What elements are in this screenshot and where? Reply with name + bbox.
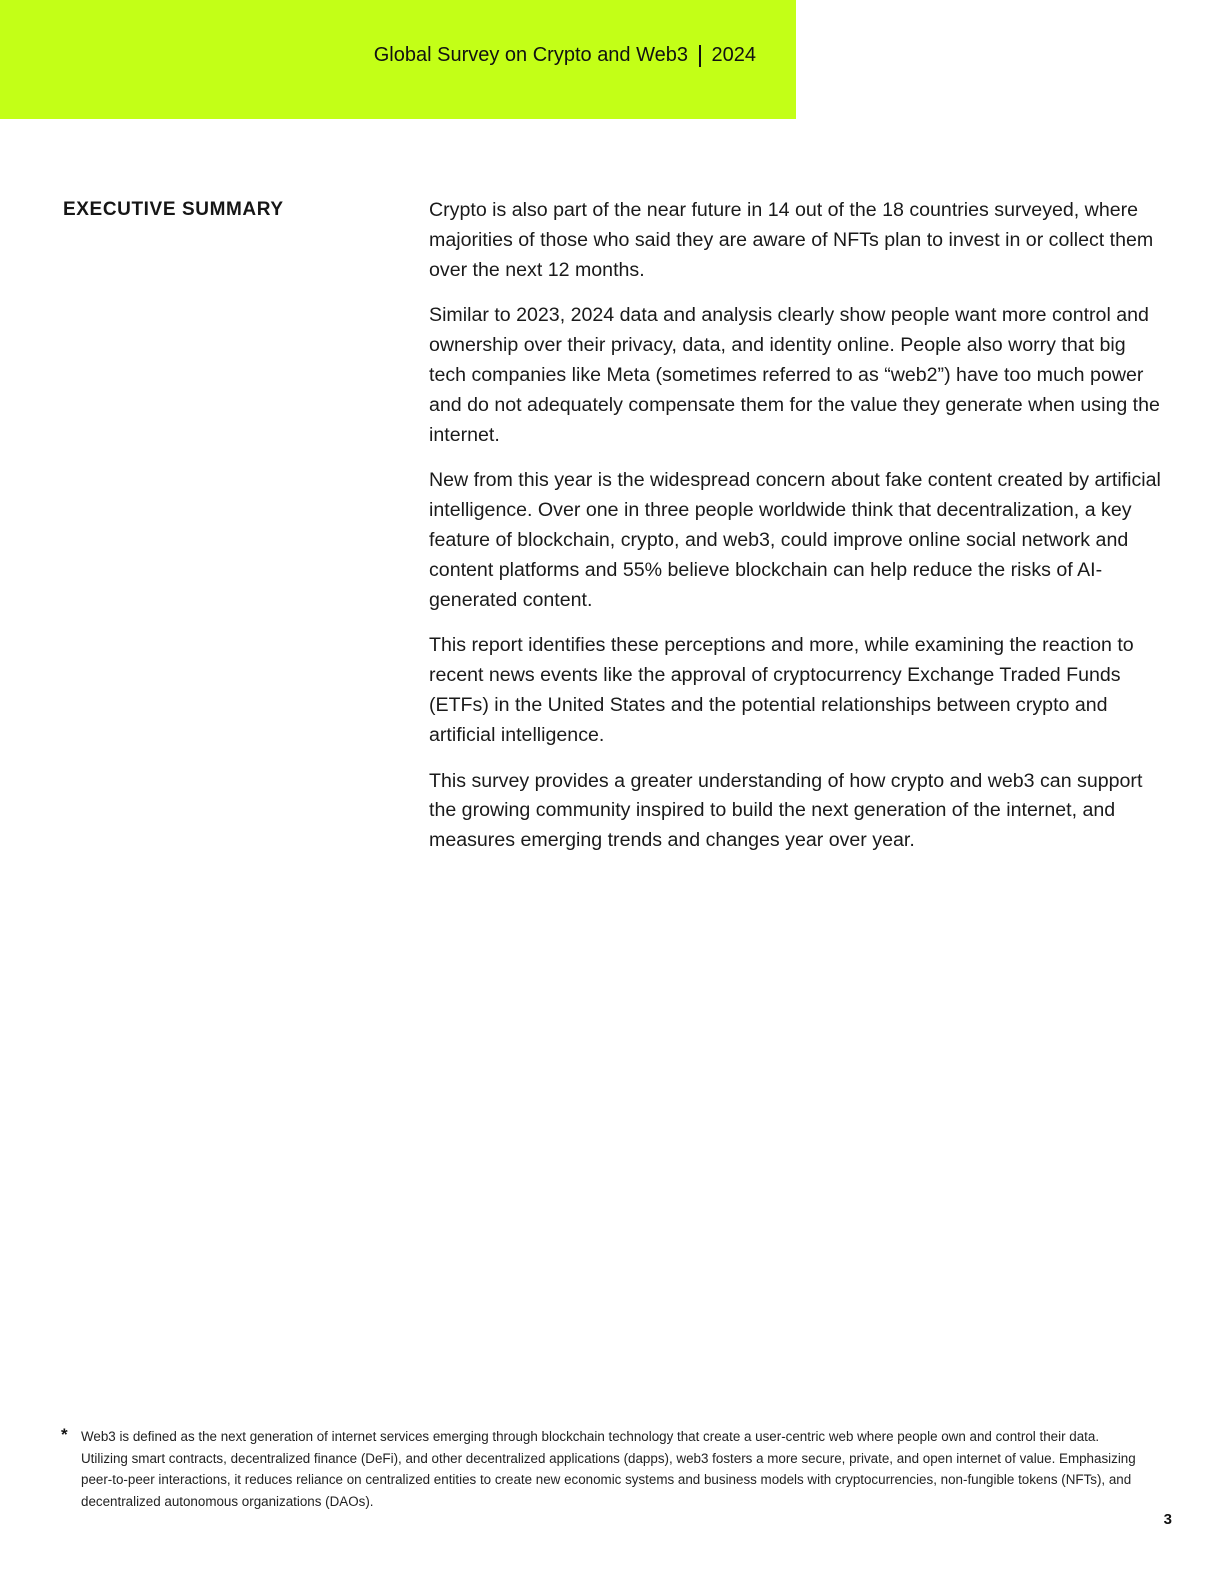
section-heading: EXECUTIVE SUMMARY [63, 199, 284, 220]
footnote-text: Web3 is defined as the next generation of internet services emerging through blockchain technology that create a user-centric web where people own and control their data. Utilizing smart contracts, decentralized finance (DeFi), and other decentralized applications (dapps), web3 fosters a more secure, private, and open internet of value. Emphasizing peer-to-peer interactions, it reduces reliance on centralized entities to create new economic systems and business models with cryptocurrencies, non-fungible tokens (NFTs), and decentralized autonomous organizations (DAOs). [81, 1429, 1136, 1509]
body-text [429, 196, 1164, 872]
report-year: 2024 [711, 44, 756, 66]
paragraph: Similar to 2023, 2024 data and analysis clearly show people want more control and ownership over their privacy, data, and identity online. People also worry that big tech companies like Meta (sometimes referred to as “web2”) have too much power and do not adequately compensate them for the value they generate when using the internet. [429, 304, 1160, 446]
paragraph: This report identifies these perceptions and more, while examining the reaction to recent news events like the approval of cryptocurrency Exchange Traded Funds (ETFs) in the United States and the potential relationships between crypto and artificial intelligence. [429, 634, 1134, 746]
paragraph: Crypto is also part of the near future in 14 out of the 18 countries surveyed, where majorities of those who said they are aware of NFTs plan to invest in or collect them over the next 12 months. [429, 199, 1154, 281]
report-header [374, 44, 756, 67]
footnote-marker: * [61, 1425, 68, 1444]
header-separator [699, 45, 701, 67]
paragraph: This survey provides a greater understanding of how crypto and web3 can support the growing community inspired to build the next generation of the internet, and measures emerging trends and changes year over year. [429, 769, 1143, 852]
header-band [0, 0, 796, 119]
report-title: Global Survey on Crypto and Web3 [373, 44, 688, 66]
footnote [61, 1426, 1141, 1512]
paragraph: New from this year is the widespread concern about fake content created by artificial intelligence. Over one in three people worldwide think that decentralization, a key feature of blockchain, crypto, and web3, could improve online social network and content platforms and 55% believe blockchain can help reduce the risks of AI-generated content. [429, 469, 1161, 611]
page-number: 3 [1163, 1511, 1172, 1528]
